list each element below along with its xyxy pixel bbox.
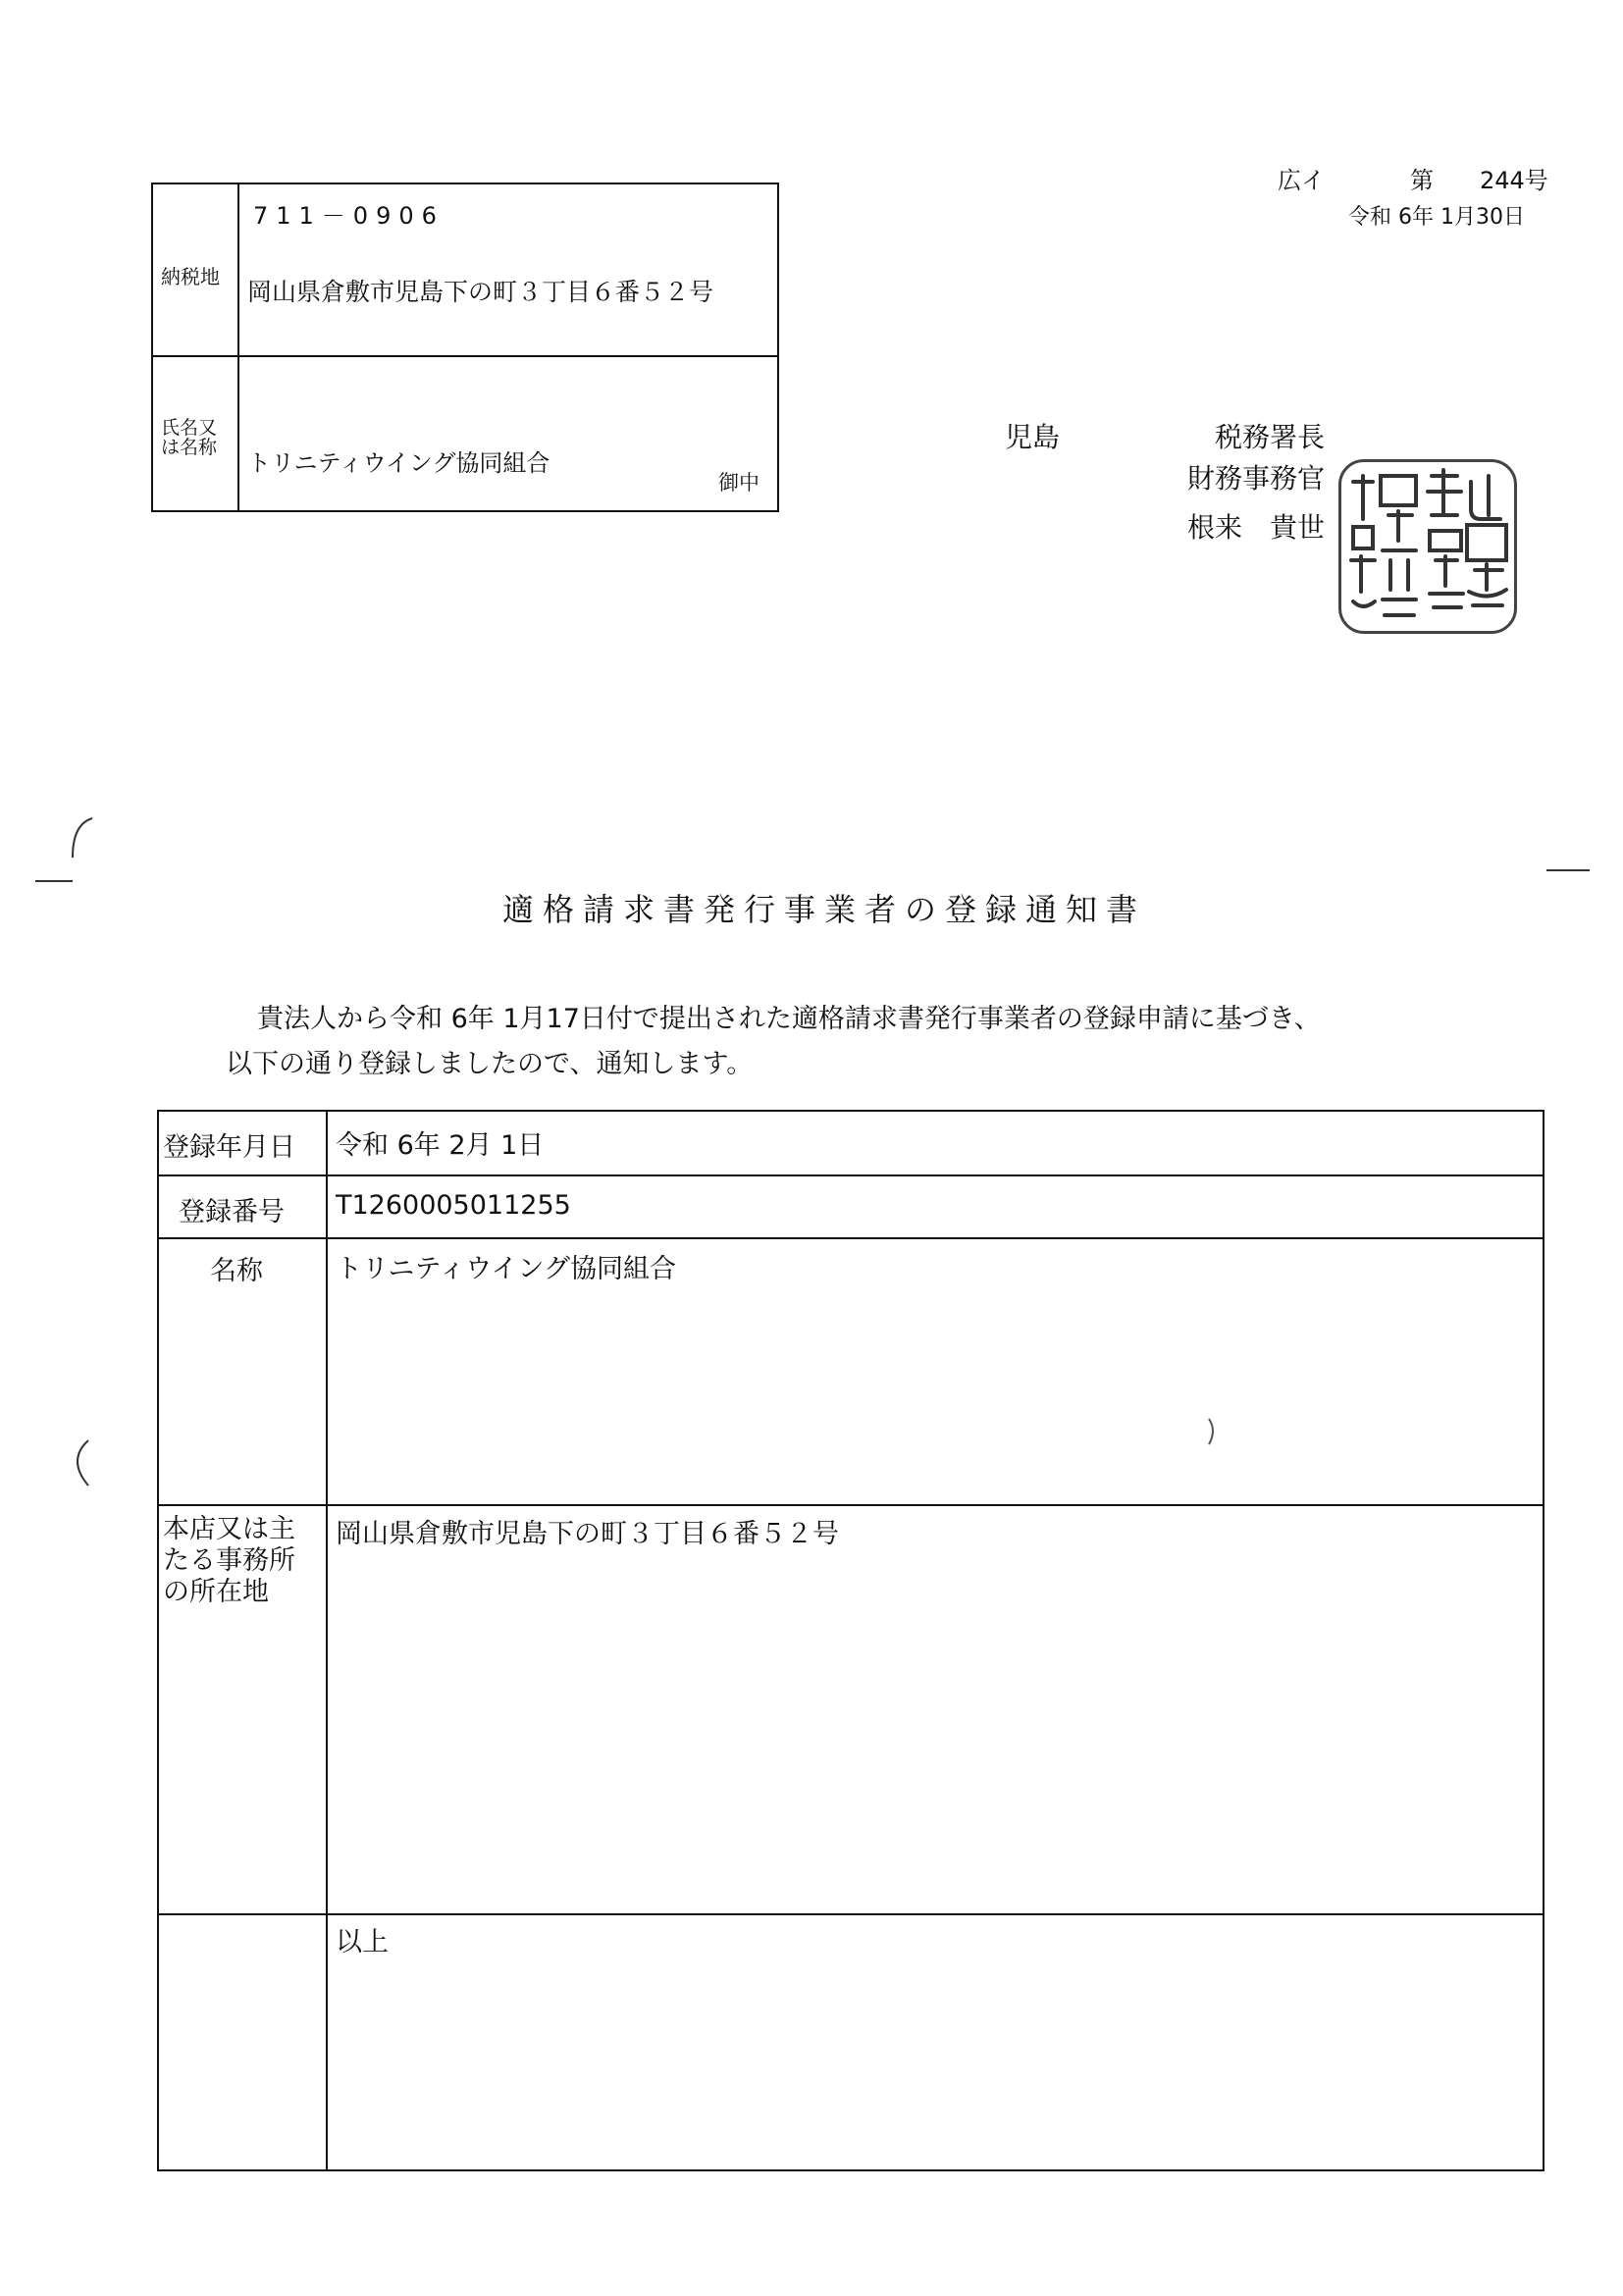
name-label: [161, 418, 217, 457]
reg-date-label: 登録年月日: [163, 1132, 295, 1163]
address-box: [151, 183, 779, 512]
postal-code: 711－0906: [253, 202, 445, 230]
honorific: 御中: [718, 471, 759, 495]
office-label-line1: 本店又は主: [163, 1514, 295, 1544]
fold-mark-icon: [1546, 863, 1596, 877]
office-label-line2: たる事務所: [163, 1545, 295, 1576]
name-label-line2: は名称: [161, 437, 218, 458]
officer-title: 財務事務官: [1187, 462, 1326, 495]
reg-number-label: 登録番号: [179, 1197, 285, 1227]
office-address-value: 岡山県倉敷市児島下の町３丁目６番５２号: [336, 1519, 839, 1549]
doc-dai: 第: [1410, 167, 1434, 194]
punch-hole-mark-icon: [29, 805, 108, 883]
punch-hole-mark-icon-2: [59, 1435, 98, 1493]
body-line-1: 貴法人から令和 6年 1月17日付で提出された適格請求書発行事業者の登録申請に基づき、: [257, 1004, 1321, 1034]
name-label-line1: 氏名又: [161, 417, 218, 439]
officer-name: 根来 貴世: [1187, 511, 1326, 544]
tax-office-name: 児島: [1005, 421, 1061, 453]
end-marker: 以上: [336, 1927, 389, 1957]
office-label-line3: の所在地: [163, 1577, 269, 1607]
name-value: トリニティウイング協同組合: [336, 1254, 676, 1284]
office-label-cell: [163, 1514, 295, 1608]
tax-address-label: 納税地: [161, 265, 220, 288]
name-label-cell: 名称: [210, 1256, 263, 1286]
recipient-name: トリニティウイング協同組合: [247, 449, 550, 477]
issuer-title: 税務署長: [1215, 421, 1326, 453]
doc-number: 244号: [1480, 167, 1548, 194]
document-title: 適格請求書発行事業者の登録通知書: [502, 891, 1147, 928]
official-seal-icon: [1338, 459, 1517, 634]
issue-date: 令和 6年 1月30日: [1348, 205, 1525, 230]
registration-table: [157, 1110, 1544, 2171]
reg-date-value: 令和 6年 2月 1日: [336, 1130, 545, 1161]
reg-number-value: T1260005011255: [336, 1190, 571, 1221]
body-line-2: 以下の通り登録しましたので、通知します。: [226, 1049, 754, 1079]
doc-prefix: 広イ: [1278, 167, 1325, 194]
tax-address: 岡山県倉敷市児島下の町３丁目６番５２号: [247, 278, 714, 306]
